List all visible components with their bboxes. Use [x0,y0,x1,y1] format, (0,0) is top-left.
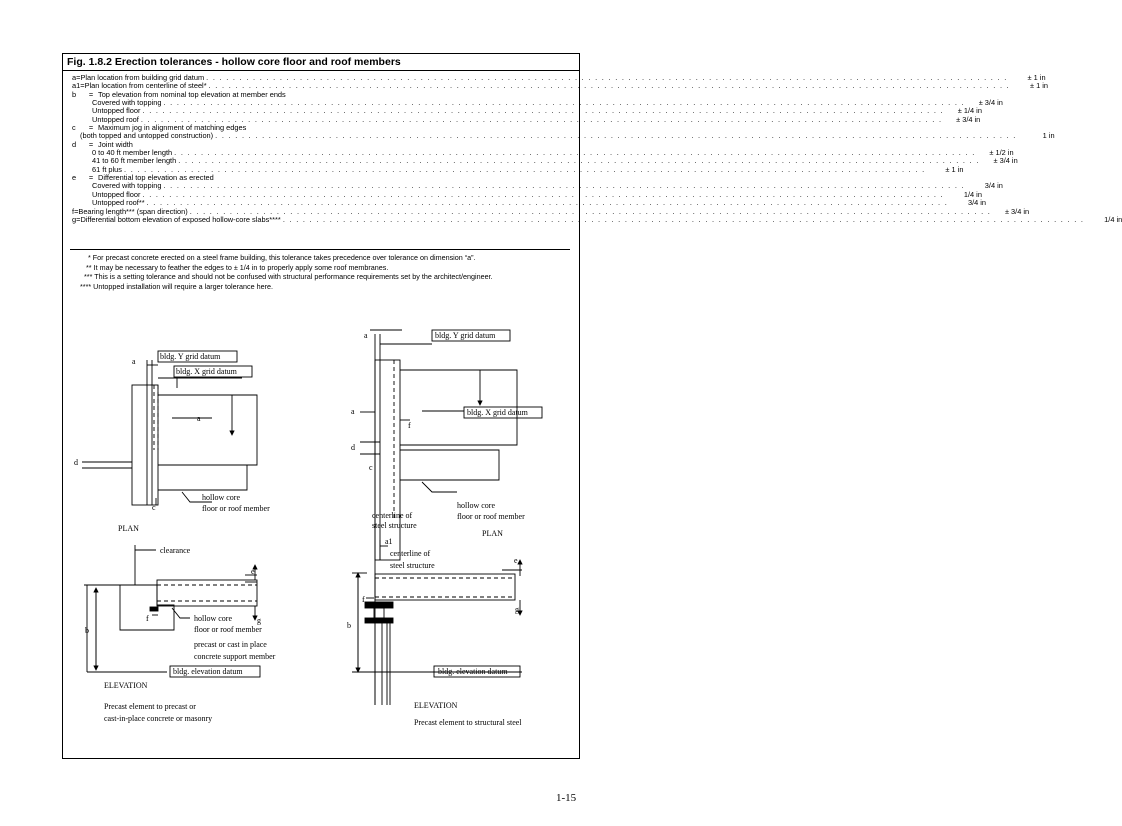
elev-left-desc-2: cast-in-place concrete or masonry [104,714,213,723]
page-number: 1-15 [556,792,577,804]
tolerance-value: ± 3/4 in [956,114,981,124]
tolerance-value: ± 3/4 in [1004,206,1030,216]
elev-left-datum-label: bldg. elevation datum [173,667,243,676]
tolerance-text: Plan location from centerline of steel* [84,81,207,91]
elev-left-caption: ELEVATION [104,681,148,690]
plan-left-diagram [82,360,257,505]
leader-dots: . . . . . . . . . . . . . . . . . . . . . . . . . . . . . . . . . . . . . . . . . . . . . . . . . . . . . . . . . . . . . . . . . . . . . . . . . . . . . . . . . . . . . . . . . . . . . . . . . . . . . . . . . . . . . . . . . . . . . . . . [124,164,926,174]
elev-left-f-label: f [146,614,149,623]
tolerance-letter: a1 [72,81,81,91]
tolerance-equals: = [88,123,94,133]
notes-divider [70,249,570,250]
leader-dots: . . . . . . . . . . . . . . . . . . . . . . . . . . . . . . . . . . . . . . . . . . . . . . . . . . . . . . . . . . . . . . . . . . . . . . . . . . . . . . . . . . . . . . . . . . . . . . . . . . . . . . . . . . . . . . . . . . . . . . . . [282,214,1085,224]
elev-right-a1-label: a1 [385,537,393,546]
footnote-3: *** This is a setting tolerance and should not be confused with structural performance requirements set by the architect/engineer. [84,272,493,282]
elev-right-steel-2: steel structure [390,561,435,570]
tolerance-equals: = [88,89,94,99]
tolerance-value: ± 3/4 in [993,156,1018,166]
tolerance-letter: d [72,139,77,149]
elev-left-b-label: b [85,626,89,635]
tolerance-letter: f [72,206,75,216]
plan-left-d-label: d [74,458,78,467]
tolerance-text: 0 to 40 ft member length [92,148,173,158]
elev-right-f-label: f [362,595,365,604]
leader-dots: . . . . . . . . . . . . . . . . . . . . . . . . . . . . . . . . . . . . . . . . . . . . . . . . . . . . . . . . . . . . . . . . . . . . . . . . . . . . . . . . . . . . . . . . . . . . . . . . . . . . . . . . . . . . . . . . . . . . . . . . [146,198,949,208]
tolerance-equals: = [76,73,81,82]
tolerance-text: Bearing length*** (span direction) [78,206,188,216]
leader-dots: . . . . . . . . . . . . . . . . . . . . . . . . . . . . . . . . . . . . . . . . . . . . . . . . . . . . . . . . . . . . . . . . . . . . . . . . . . . . . . . . . . . . . . . . . . . . . . . . . . . . . . . . . . . . . . . . . . . . . . . . [142,106,944,116]
tolerance-text: Differential bottom elevation of exposed hollow-core slabs**** [80,214,281,224]
tolerance-text: Untopped roof [92,114,139,124]
leader-dots: . . . . . . . . . . . . . . . . . . . . . . . . . . . . . . . . . . . . . . . . . . . . . . . . . . . . . . . . . . . . . . . . . . . . . . . . . . . . . . . . . . . . . . . . . . . . . . . . . . . . . . . . . . . . . . . . . . . . . . . . [142,189,944,199]
plan-right-member-2: floor or roof member [457,512,525,521]
elev-left-clearance-label: clearance [160,546,191,555]
leader-dots: . . . . . . . . . . . . . . . . . . . . . . . . . . . . . . . . . . . . . . . . . . . . . . . . . . . . . . . . . . . . . . . . . . . . . . . . . . . . . . . . . . . . . . . . . . . . . . . . . . . . . . . . . . . . . . . . . . . . . . . . [174,148,976,158]
figure-title: Fig. 1.8.2 Erection tolerances - hollow core floor and roof members [67,56,401,68]
leader-dots: . . . . . . . . . . . . . . . . . . . . . . . . . . . . . . . . . . . . . . . . . . . . . . . . . . . . . . . . . . . . . . . . . . . . . . . . . . . . . . . . . . . . . . . . . . . . . . . . . . . . . . . . . . . . . . . . . . . . . . . . [189,206,992,216]
elev-left-member-2: floor or roof member [194,625,262,634]
title-divider [62,70,580,71]
elev-right-desc: Precast element to structural steel [414,718,522,727]
tolerance-letter: b [72,89,77,99]
tolerance-value: ± 1/2 in [989,148,1014,158]
tolerance-value: 1/4 in [963,189,982,199]
tolerance-list [66,73,1122,224]
plan-right-a2-label: a [351,407,355,416]
tolerance-equals: = [88,173,94,183]
plan-right-steel-2: steel structure [372,521,417,530]
tolerance-equals: = [74,206,79,216]
plan-right-member-1: hollow core [457,501,495,510]
plan-left-c-label: c [152,503,156,512]
tolerance-row [66,131,1055,141]
tolerance-text: 41 to 60 ft member length [92,156,177,166]
tolerance-text: Untopped floor [92,189,141,199]
tolerance-letter: a [72,73,77,82]
tolerance-text: (both topped and untopped construction) [80,131,214,141]
leader-dots: . . . . . . . . . . . . . . . . . . . . . . . . . . . . . . . . . . . . . . . . . . . . . . . . . . . . . . . . . . . . . . . . . . . . . . . . . . . . . . . . . . . . . . . . . . . . . . . . . . . . . . . . . . . . . . . . . . . . . . . . [206,73,1008,82]
tolerance-equals: = [80,81,85,91]
plan-left-caption: PLAN [118,524,139,533]
tolerance-text: Joint width [98,139,133,149]
plan-right-d-label: d [351,443,355,452]
tolerance-letter: e [72,173,77,183]
plan-left-y-grid-label: bldg. Y grid datum [160,352,221,361]
plan-right-datum-boxes [432,330,542,418]
tolerance-text: Covered with topping [92,98,162,108]
elev-right-diagram [352,540,522,705]
plan-left-member-1: hollow core [202,493,240,502]
tolerance-value: ± 1/4 in [957,106,982,116]
leader-dots: . . . . . . . . . . . . . . . . . . . . . . . . . . . . . . . . . . . . . . . . . . . . . . . . . . . . . . . . . . . . . . . . . . . . . . . . . . . . . . . . . . . . . . . . . . . . . . . . . . . . . . . . . . . . . . . . . . . . . . . . [140,114,943,124]
footnote-1: * For precast concrete erected on a steel frame building, this tolerance takes precedence over tolerance on dimension “a”. [88,253,476,262]
tolerance-value: 3/4 in [967,198,987,208]
leader-dots: . . . . . . . . . . . . . . . . . . . . . . . . . . . . . . . . . . . . . . . . . . . . . . . . . . . . . . . . . . . . . . . . . . . . . . . . . . . . . . . . . . . . . . . . . . . . . . . . . . . . . . . . . . . . . . . . . . . . . . . . [163,98,965,108]
elev-left-g-label: g [257,616,261,625]
tolerance-value: ± 1 in [945,164,964,174]
tolerance-value: 1 in [1042,131,1055,141]
plan-left-member-2: floor or roof member [202,504,270,513]
leader-dots: . . . . . . . . . . . . . . . . . . . . . . . . . . . . . . . . . . . . . . . . . . . . . . . . . . . . . . . . . . . . . . . . . . . . . . . . . . . . . . . . . . . . . . . . . . . . . . . . . . . . . . . . . . . . . . . . . . . . . . . . [215,131,1017,141]
elev-left-support-1: precast or cast in place [194,640,267,649]
footnotes [70,253,493,291]
elev-right-g-label: g [515,605,519,614]
plan-right-y-grid-label: bldg. Y grid datum [435,331,496,340]
tolerance-equals: = [76,214,81,224]
tolerance-text: Differential top elevation as erected [98,173,214,183]
tolerance-text: Top elevation from nominal top elevation at member ends [98,89,286,99]
elev-right-caption: ELEVATION [414,701,458,710]
plan-left-a2-label: a [197,414,201,423]
elev-left-member-1: hollow core [194,614,232,623]
leader-dots: . . . . . . . . . . . . . . . . . . . . . . . . . . . . . . . . . . . . . . . . . . . . . . . . . . . . . . . . . . . . . . . . . . . . . . . . . . . . . . . . . . . . . . . . . . . . . . . . . . . . . . . . . . . . . . . . . . . . . . . . [163,181,965,191]
plan-left-a-label: a [132,357,136,366]
tolerance-text: Plan location from building grid datum [80,73,205,82]
tolerance-value: 3/4 in [984,181,1003,191]
elev-left-e-label: e [251,567,255,576]
elev-right-e-label: e [514,556,518,565]
elev-right-steel-1: centerline of [390,549,431,558]
tolerance-letter: c [72,123,76,133]
elev-left-desc-1: Precast element to precast or [104,702,196,711]
tolerance-equals: = [88,139,94,149]
plan-right-a-label: a [364,331,368,340]
plan-right-f-label: f [408,421,411,430]
plan-right-steel-1: centerline of [372,511,413,520]
elev-right-b-label: b [347,621,351,630]
plan-right-x-grid-label: bldg. X grid datum [467,408,528,417]
elev-left-support-2: concrete support member [194,652,276,661]
tolerance-value: ± 1 in [1030,81,1049,91]
plan-left-x-grid-label: bldg. X grid datum [176,367,237,376]
tolerance-text: 61 ft plus [92,164,122,174]
tolerance-value: ± 1 in [1027,73,1046,82]
footnote-2: ** It may be necessary to feather the edges to ± 1/4 in to properly apply some roof membranes. [86,262,389,272]
leader-dots: . . . . . . . . . . . . . . . . . . . . . . . . . . . . . . . . . . . . . . . . . . . . . . . . . . . . . . . . . . . . . . . . . . . . . . . . . . . . . . . . . . . . . . . . . . . . . . . . . . . . . . . . . . . . . . . . . . . . . . . . [208,81,1011,91]
tolerance-text: Maximum jog in alignment of matching edges [98,123,247,133]
plan-right-caption: PLAN [482,529,503,538]
tolerance-text: Untopped floor [92,106,141,116]
tolerance-letter: g [72,214,77,224]
leader-dots: . . . . . . . . . . . . . . . . . . . . . . . . . . . . . . . . . . . . . . . . . . . . . . . . . . . . . . . . . . . . . . . . . . . . . . . . . . . . . . . . . . . . . . . . . . . . . . . . . . . . . . . . . . . . . . . . . . . . . . . . [178,156,980,166]
tolerance-value: 1/4 in [1104,214,1122,224]
tolerance-text: Untopped roof** [92,198,145,208]
tolerance-row [66,214,1122,224]
elev-right-datum-label: bldg. elevation datum [438,667,508,676]
tolerance-text: Covered with topping [92,181,162,191]
tolerance-diagrams [62,320,580,750]
footnote-4: **** Untopped installation will require a larger tolerance here. [80,281,273,291]
tolerance-value: ± 3/4 in [978,98,1003,108]
plan-right-c-label: c [369,463,373,472]
